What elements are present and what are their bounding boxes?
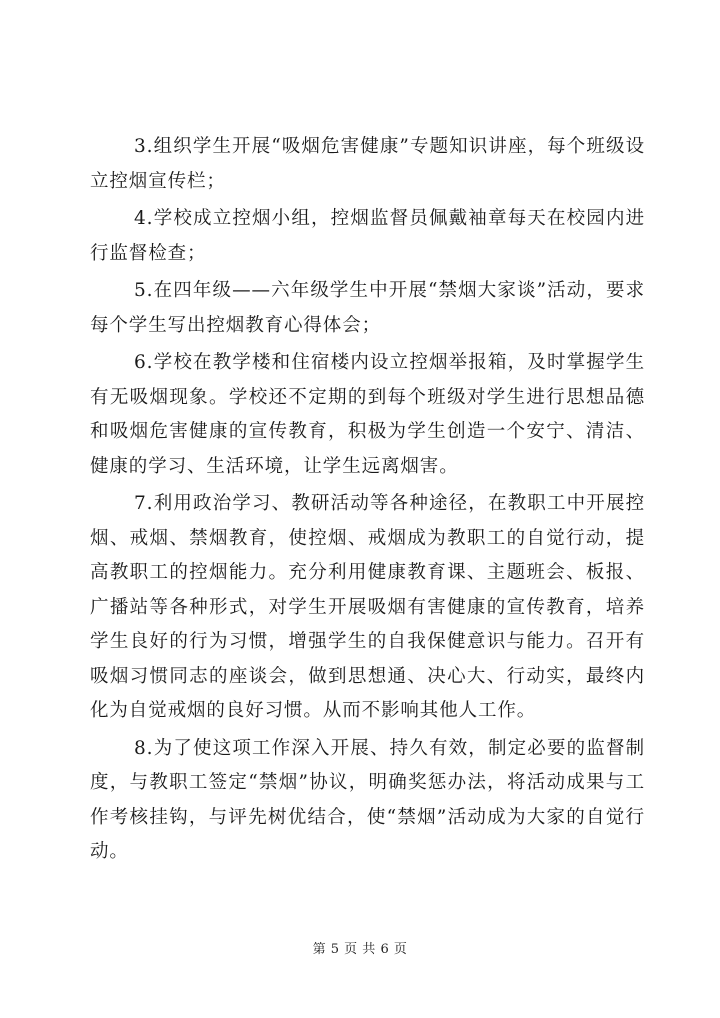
paragraph-item-6: 6.学校在教学楼和住宿楼内设立控烟举报箱，及时掌握学生有无吸烟现象。学校还不定期的到每个班级对学生进行思想品德和吸烟危害健康的宣传教育，积极为学生创造一个安宁、清洁、健康的学习、生活环境，让学生远离烟害。 [90,352,645,477]
document-body [90,130,645,873]
page-number-footer: 第 5 页 共 6 页 [312,942,408,957]
paragraph-item-8: 8.为了使这项工作深入开展、持久有效，制定必要的监督制度，与教职工签定“禁烟”协议，明确奖惩办法，将活动成果与工作考核挂钩，与评先树优结合，使“禁烟”活动成为大家的自觉行动。 [90,737,645,862]
paragraph-item-7: 7.利用政治学习、教研活动等各种途径，在教职工中开展控烟、戒烟、禁烟教育，使控烟、戒烟成为教职工的自觉行动，提高教职工的控烟能力。充分利用健康教育课、主题班会、板报、广播站等各种形式，对学生开展吸烟有害健康的宣传教育，培养学生良好的行为习惯，增强学生的自我保健意识与能力。召开有吸烟习惯同志的座谈会，做到思想通、决心大、行动实，最终内化为自觉戒烟的良好习惯。从而不影响其他人工作。 [90,493,645,721]
paragraph-item-4: 4.学校成立控烟小组，控烟监督员佩戴袖章每天在校园内进行监督检查； [90,208,645,264]
paragraph-item-3: 3.组织学生开展“吸烟危害健康”专题知识讲座，每个班级设立控烟宣传栏； [90,136,645,192]
paragraph-item-5: 5.在四年级——六年级学生中开展“禁烟大家谈”活动，要求每个学生写出控烟教育心得体会； [90,280,645,336]
